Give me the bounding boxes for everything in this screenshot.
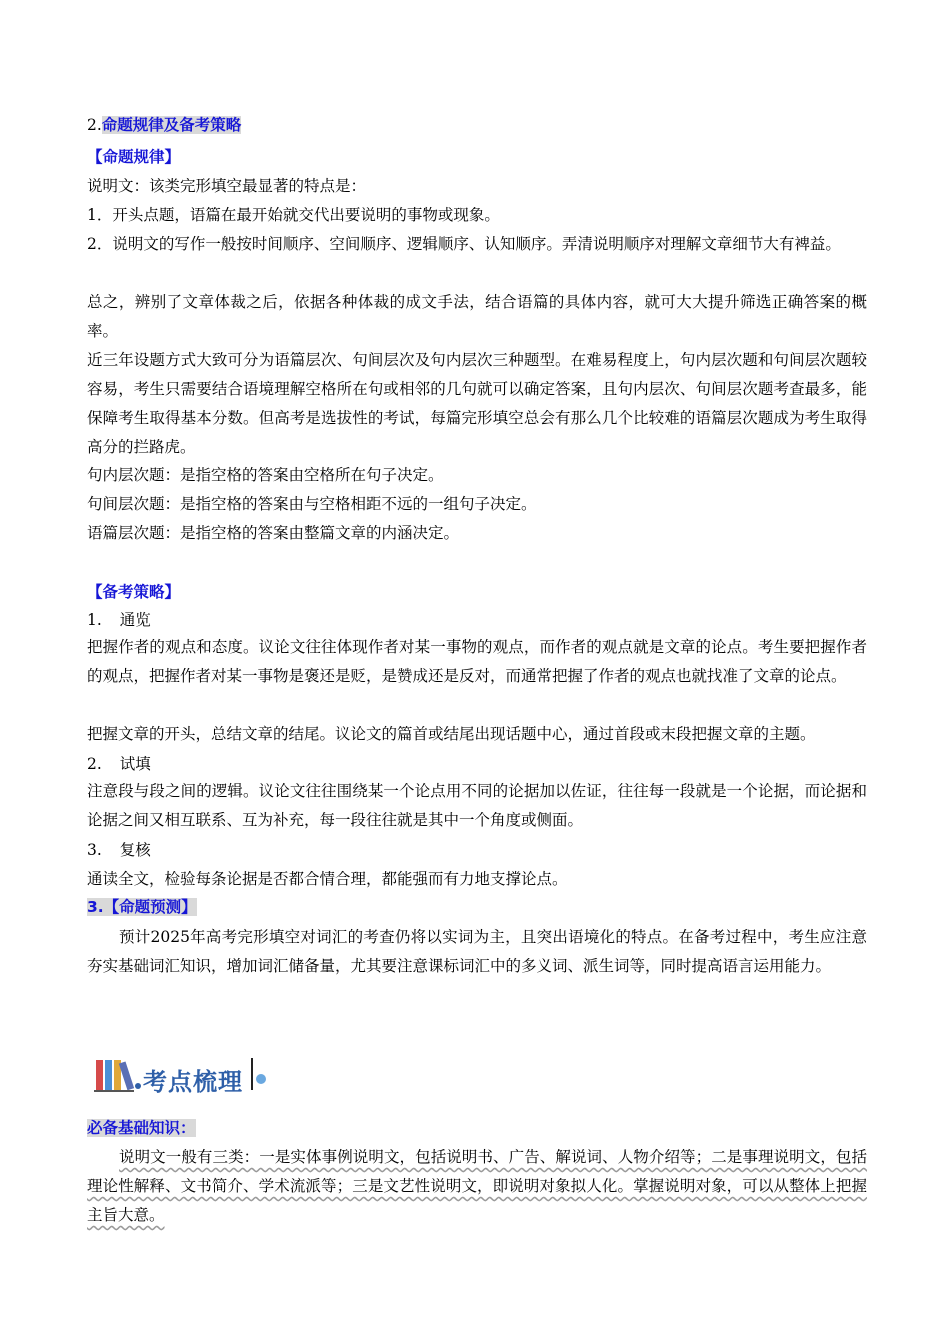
- basics-heading-text: 必备基础知识：: [87, 1119, 196, 1137]
- type-text: ：是指空格的答案由空格所在句子决定。: [164, 466, 444, 484]
- strategy-step-2: [87, 754, 867, 774]
- strategy-step-2-p: 注意段与段之间的逻辑。议论文往往围绕某一个论点用不同的论据加以佐证，往往每一段就是一个论据，而论据和论据之间又相互联系、互为补充，每一段往往就是其中一个角度或侧面。: [87, 782, 867, 829]
- prediction-text: 预计2025年高考完形填空对词汇的考查仍将以实词为主，且突出语境化的特点。在备考过程中，考生应注意夯实基础词汇知识，增加词汇储备量，尤其要注意课标词汇中的多义词、派生词等，同时提高语言运用能力。: [87, 928, 867, 975]
- type-inter-sentence-level: [87, 494, 867, 514]
- type-label: 句间层次题: [87, 495, 165, 513]
- step-title: 试填: [119, 755, 151, 773]
- strategy-step-1: [87, 610, 867, 630]
- rules-intro-text: ：该类完形填空最显著的特点是：: [133, 177, 367, 195]
- basics-text: [87, 1143, 867, 1230]
- type-sentence-level: [87, 465, 867, 485]
- section2-number: 2.: [87, 116, 102, 134]
- type-text: ：是指空格的答案由与空格相距不远的一组句子决定。: [164, 495, 537, 513]
- basics-heading: [87, 1118, 867, 1138]
- rules-intro: [87, 176, 867, 196]
- strategy-step-3: [87, 840, 867, 860]
- strategy-step-1-p1: 把握作者的观点和态度。议论文往往体现作者对某一事物的观点，而作者的观点就是文章的论点。考生要把握作者的观点，把握作者对某一事物是褒还是贬，是赞成还是反对，而通常把握了作者的观点也就找准了文章的论点。: [87, 638, 867, 685]
- rules-item-1: 1．开头点题，语篇在最开始就交代出要说明的事物或现象。: [87, 206, 500, 224]
- rules-summary: 总之，辨别了文章体裁之后，依据各种体裁的成文手法，结合语篇的具体内容，就可大大提升筛选正确答案的概率。: [87, 293, 867, 340]
- basics-text-content: 说明文一般有三类：一是实体事例说明文，包括说明书、广告、解说词、人物介绍等；二是事理说明文，包括理论性解释、文书简介、学术流派等；三是文艺性说明文，即说明对象拟人化。掌握说明对象，可以从整体上把握主旨大意。: [87, 1148, 867, 1224]
- rules-intro-label: 说明文: [87, 177, 134, 195]
- step-number: 1.: [87, 611, 102, 629]
- step-number: 2.: [87, 755, 102, 773]
- section2-heading: [87, 115, 867, 135]
- rules-item-2: 2．说明文的写作一般按时间顺序、空间顺序、逻辑顺序、认知顺序。弄清说明顺序对理解文章细节大有裨益。: [87, 235, 841, 253]
- strategy-step-3-p: 通读全文，检验每条论据是否都合情合理，都能强而有力地支撑论点。: [87, 870, 568, 888]
- type-discourse-level: [87, 523, 867, 543]
- strategy-heading: 【备考策略】: [87, 583, 181, 601]
- step-number: 3.: [87, 841, 102, 859]
- type-label: 句内层次题: [87, 466, 165, 484]
- banner-title: 考点梳理: [143, 1068, 243, 1096]
- prediction-heading-text: 3.【命题预测】: [87, 898, 197, 916]
- rules-heading: 【命题规律】: [87, 148, 181, 166]
- rules-analysis: 近三年设题方式大致可分为语篇层次、句间层次及句内层次三种题型。在难易程度上，句内层次题和句间层次题较容易，考生只需要结合语境理解空格所在句或相邻的几句就可以确定答案，且句内层次、句间层次题考查最多，能保障考生取得基本分数。但高考是选拔性的考试，每篇完形填空总会有那么几个比较难的语篇层次题成为考生取得高分的拦路虎。: [87, 351, 867, 456]
- section2-title: 命题规律及备考策略: [101, 116, 242, 134]
- strategy-step-1-p2: 把握文章的开头，总结文章的结尾。议论文的篇首或结尾出现话题中心，通过首段或末段把握文章的主题。: [87, 725, 816, 743]
- prediction-heading: [87, 897, 867, 917]
- type-label: 语篇层次题: [87, 524, 165, 542]
- step-title: 复核: [119, 841, 151, 859]
- step-title: 通览: [119, 611, 151, 629]
- type-text: ：是指空格的答案由整篇文章的内涵决定。: [164, 524, 460, 542]
